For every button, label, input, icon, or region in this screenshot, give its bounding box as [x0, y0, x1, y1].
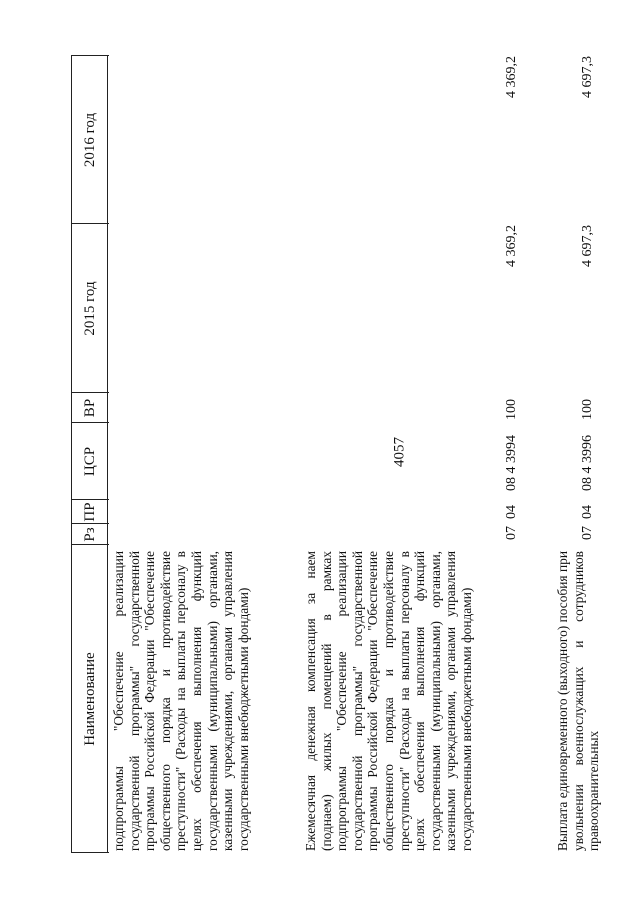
header-csr: ЦСР	[82, 446, 98, 477]
budget-table	[71, 55, 602, 853]
row-name: подпрограммы "Обеспечение реализации государственной программы" государственной программы Российской Федерации "Обеспечение общественного порядка и противодействие преступности" (Расходы на выплаты персоналу в целях обеспечения выполнения функций государственными (муниципальными) органами, казенными учреждениями, органами управления государственными внебюджетными фондами)	[111, 551, 251, 851]
table-header	[71, 55, 108, 853]
row-vr: 100	[580, 399, 595, 420]
header-name: Наименование	[82, 652, 98, 746]
row-2016: 4 697,3	[580, 56, 595, 98]
header-vr: ВР	[82, 398, 98, 418]
header-2016: 2016 год	[82, 112, 98, 168]
row-name: Выплата единовременного (выходного) пособия при увольнении военнослужащих и сотрудников правоохранительных	[555, 551, 602, 851]
header-pr: ПР	[82, 502, 98, 522]
row-2015: 4 697,3	[580, 225, 595, 267]
row-pr: 04	[580, 505, 595, 519]
row-rz: 07	[504, 526, 519, 540]
row-pr: 04	[504, 505, 519, 519]
row-name: Ежемесячная денежная компенсация за наем (поднаем) жилых помещений в рамках подпрограммы "Обеспечение реализации государственной программы" государственной программы Российской Федерации "Обеспечение общественного порядка и противодействие преступности" (Расходы на выплаты персоналу в целях обеспечения выполнения функций государственными (муниципальными) органами, казенными учреждениями, органами управления государственными внебюджетными фондами)	[303, 551, 474, 851]
row-vr: 100	[504, 399, 519, 420]
row-2015: 4 369,2	[504, 225, 519, 267]
page-number: 4057	[391, 437, 408, 467]
row-2016: 4 369,2	[504, 56, 519, 98]
header-rz: Рз	[82, 527, 98, 542]
header-2015: 2015 год	[82, 281, 98, 336]
row-csr: 08 4 3996	[580, 435, 595, 491]
row-rz: 07	[580, 526, 595, 540]
row-csr: 08 4 3994	[504, 435, 519, 491]
